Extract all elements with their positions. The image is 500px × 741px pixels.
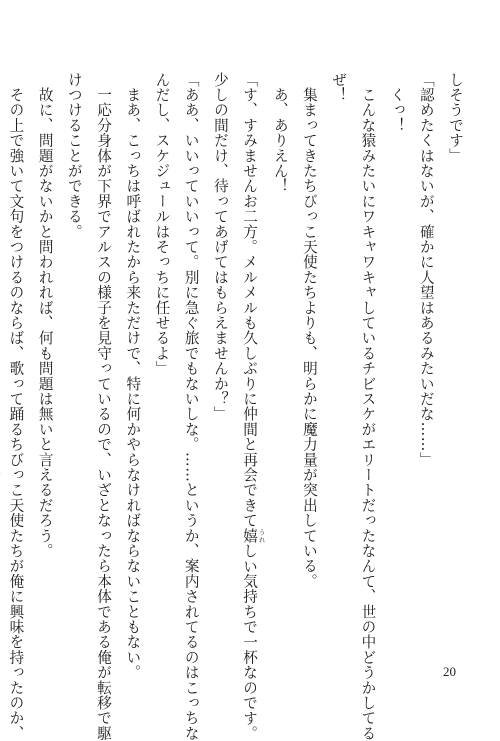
text-line: 「認めたくはないが、確かに人望はあるみたいだな……」 — [417, 72, 435, 468]
text-line: けつけることができる。 — [65, 72, 83, 240]
text-line: 少しの間だけ、待ってあげてはもらえませんか？」 — [211, 72, 229, 422]
text-line: 「ああ、いいっていいって。別に急ぐ旅でもないしな。……というか、案内されてるのはこっちな — [182, 72, 200, 741]
text-line: 集まってきたちびっこ天使たちよりも、明らかに魔力量が突出している。 — [300, 72, 318, 589]
text-line-with-ruby: 「す、すみませんお二方。メルメルも久しぶりに仲間と再会できて嬉 うれしい気持ちで一杯なのです。 — [241, 72, 266, 741]
text-line: しそうです」 — [447, 72, 464, 164]
text-line: その上で強いて文句をつけるのならば、歌って踊るちびっこ天使たちが俺に興味を持ったのか、 — [7, 72, 25, 741]
text-line: くっ！ — [388, 72, 406, 133]
text-line: まあ、こっちは呼ばれたから来ただけで、特に何かやらなければならないこともない。 — [124, 72, 142, 680]
text-line: 一応分身体が下界でアルスの様子を見守っているので、いざとなったら本体である俺が転移で駆 — [95, 72, 113, 741]
page-number: 20 — [443, 664, 456, 679]
text-line: こんな猿みたいにワキャワキャしているチビスケがエリートだったなんて、世の中どうかしてる — [359, 72, 377, 741]
text-line: あ、ありえん！ — [271, 72, 289, 194]
text-line: んだし、スケジュールはそっちに任せるよ」 — [153, 72, 171, 376]
text-line: ぜ！ — [330, 72, 348, 103]
text-line: 故に、問題がないかと問われれば、何も問題は無いと言えるだろう。 — [36, 72, 54, 559]
ruby-annotation: 嬉 うれ — [241, 528, 266, 544]
